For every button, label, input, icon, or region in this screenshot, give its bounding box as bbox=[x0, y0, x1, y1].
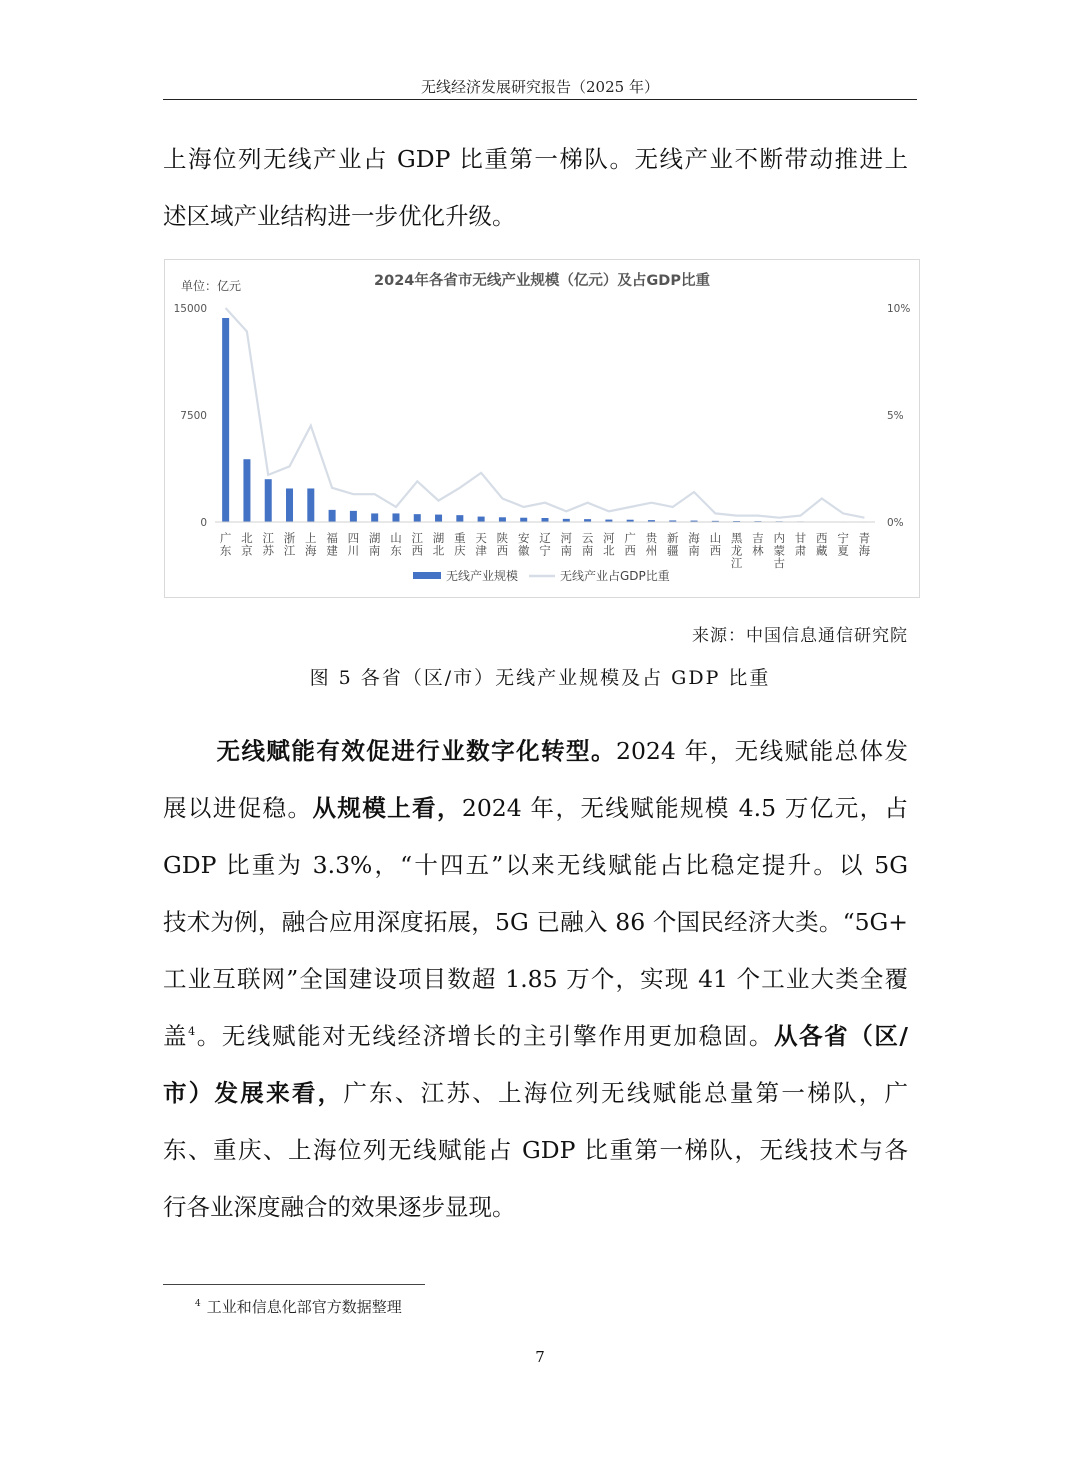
x-tick-label: 广东 bbox=[219, 531, 232, 558]
text-run: 广东、江苏、上海位列无线赋能总量第一梯队，广 bbox=[343, 1079, 908, 1107]
paragraph-line: 工业互联网”全国建设项目数超 1.85 万个，实现 41 个工业大类全覆 bbox=[163, 965, 908, 993]
x-tick-label: 贵州 bbox=[645, 531, 658, 558]
bar-北京 bbox=[243, 459, 250, 522]
paragraph-line: GDP 比重为 3.3%，“十四五”以来无线赋能占比稳定提升。以 5G bbox=[163, 851, 908, 879]
paragraph-line bbox=[163, 1065, 908, 1122]
chart-unit-label: 单位：亿元 bbox=[181, 279, 242, 293]
paragraph-intro bbox=[163, 131, 908, 245]
x-tick-label: 福建 bbox=[326, 531, 338, 558]
footnote-ref[interactable]: 4 bbox=[188, 1025, 196, 1039]
x-tick-label: 山西 bbox=[709, 531, 722, 558]
x-tick-label: 陕西 bbox=[496, 531, 509, 558]
wireless-industry-chart bbox=[165, 260, 919, 597]
footnote bbox=[195, 1296, 402, 1317]
x-tick-label: 黑龙江 bbox=[730, 531, 743, 570]
x-tick-label: 湖北 bbox=[432, 531, 445, 558]
paragraph-line: 东、重庆、上海位列无线赋能占 GDP 比重第一梯队，无线技术与各 bbox=[163, 1136, 908, 1164]
bar-福建 bbox=[329, 510, 336, 522]
x-tick-label: 北京 bbox=[241, 531, 253, 558]
y-right-tick-label: 5% bbox=[887, 410, 904, 422]
x-tick-label: 新疆 bbox=[666, 531, 679, 558]
x-tick-label: 上海 bbox=[305, 531, 317, 558]
x-tick-label: 天津 bbox=[475, 531, 487, 558]
x-tick-label: 江苏 bbox=[262, 531, 274, 558]
text-run: 盖 bbox=[163, 1022, 189, 1050]
figure-caption: 图 5 各省（区/市）无线产业规模及占 GDP 比重 bbox=[309, 667, 771, 689]
bar-山东 bbox=[392, 513, 399, 522]
x-tick-label: 吉林 bbox=[752, 531, 764, 558]
bar-广东 bbox=[222, 318, 229, 522]
x-tick-label: 宁夏 bbox=[837, 531, 849, 558]
x-tick-label: 江西 bbox=[411, 531, 424, 558]
text-run: 。无线赋能对无线经济增长的主引擎作用更加稳固。 bbox=[195, 1022, 774, 1050]
x-tick-label: 湖南 bbox=[368, 531, 381, 558]
footnote-text: 工业和信息化部官方数据整理 bbox=[206, 1298, 402, 1316]
bar-江西 bbox=[414, 514, 421, 522]
bar-湖北 bbox=[435, 515, 442, 522]
x-tick-label: 重庆 bbox=[454, 531, 466, 558]
paragraph-line: 行各业深度融合的效果逐步显现。 bbox=[163, 1193, 516, 1221]
page-number: 7 bbox=[535, 1348, 545, 1366]
bar-天津 bbox=[478, 517, 485, 522]
bar-浙江 bbox=[286, 488, 293, 522]
y-left-tick-label: 7500 bbox=[180, 410, 207, 422]
footnote-rule bbox=[163, 1284, 425, 1285]
x-tick-label: 西藏 bbox=[816, 531, 828, 558]
header-rule bbox=[163, 99, 917, 100]
y-right-tick-label: 0% bbox=[887, 517, 904, 529]
x-tick-label: 内蒙古 bbox=[773, 531, 785, 570]
bar-重庆 bbox=[456, 515, 463, 522]
y-right-tick-label: 10% bbox=[887, 303, 911, 315]
bar-安徽 bbox=[520, 518, 527, 522]
legend-label-line: 无线产业占GDP比重 bbox=[560, 569, 670, 583]
figure-source: 来源：中国信息通信研究院 bbox=[692, 626, 908, 646]
text-run: 2024 年，无线赋能总体发 bbox=[616, 737, 909, 765]
x-tick-label: 辽宁 bbox=[539, 531, 551, 558]
y-left-tick-label: 15000 bbox=[173, 303, 207, 315]
y-left-tick-label: 0 bbox=[200, 517, 207, 529]
paragraph-empowerment bbox=[163, 723, 908, 1236]
bold-phrase: 市）发展来看， bbox=[163, 1079, 344, 1107]
gdp-ratio-series-line bbox=[226, 308, 865, 518]
bar-辽宁 bbox=[542, 518, 549, 522]
text-run: 展以进促稳。 bbox=[163, 794, 313, 822]
bold-phrase: 从各省（区/ bbox=[773, 1022, 909, 1050]
x-tick-label: 海南 bbox=[688, 531, 700, 558]
bar-江苏 bbox=[265, 479, 272, 522]
running-header: 无线经济发展研究报告（2025 年） bbox=[421, 78, 659, 96]
chart-title: 2024年各省市无线产业规模（亿元）及占GDP比重 bbox=[374, 273, 710, 289]
x-tick-label: 安徽 bbox=[517, 531, 530, 558]
x-tick-label: 河南 bbox=[560, 531, 573, 558]
paragraph-line: 上海位列无线产业占 GDP 比重第一梯队。无线产业不断带动推进上 bbox=[163, 145, 908, 173]
bold-lead-phrase: 无线赋能有效促进行业数字化转型。 bbox=[215, 737, 616, 765]
chart-panel bbox=[164, 259, 920, 598]
x-tick-label: 云南 bbox=[581, 531, 594, 558]
bar-上海 bbox=[307, 488, 314, 522]
bar-四川 bbox=[350, 511, 357, 522]
legend-swatch-bar bbox=[413, 572, 441, 579]
bar-陕西 bbox=[499, 517, 506, 522]
bar-湖南 bbox=[371, 513, 378, 522]
paragraph-line bbox=[163, 723, 908, 780]
x-tick-label: 甘肃 bbox=[794, 531, 807, 558]
text-run: 2024 年，无线赋能规模 4.5 万亿元，占 bbox=[461, 794, 909, 822]
footnote-number: 4 bbox=[195, 1299, 201, 1309]
paragraph-line bbox=[163, 1008, 908, 1065]
legend-label-bar: 无线产业规模 bbox=[446, 569, 519, 583]
x-tick-label: 山东 bbox=[390, 531, 402, 558]
x-tick-label: 四川 bbox=[347, 531, 360, 558]
x-tick-label: 浙江 bbox=[283, 531, 296, 558]
x-tick-label: 青海 bbox=[858, 531, 871, 558]
paragraph-line bbox=[163, 780, 908, 837]
x-tick-label: 河北 bbox=[603, 531, 615, 558]
bold-phrase: 从规模上看， bbox=[312, 794, 462, 822]
paragraph-line: 技术为例，融合应用深度拓展，5G 已融入 86 个国民经济大类。“5G+ bbox=[163, 908, 908, 936]
x-tick-label: 广西 bbox=[624, 531, 636, 558]
paragraph-line: 述区域产业结构进一步优化升级。 bbox=[163, 202, 516, 230]
